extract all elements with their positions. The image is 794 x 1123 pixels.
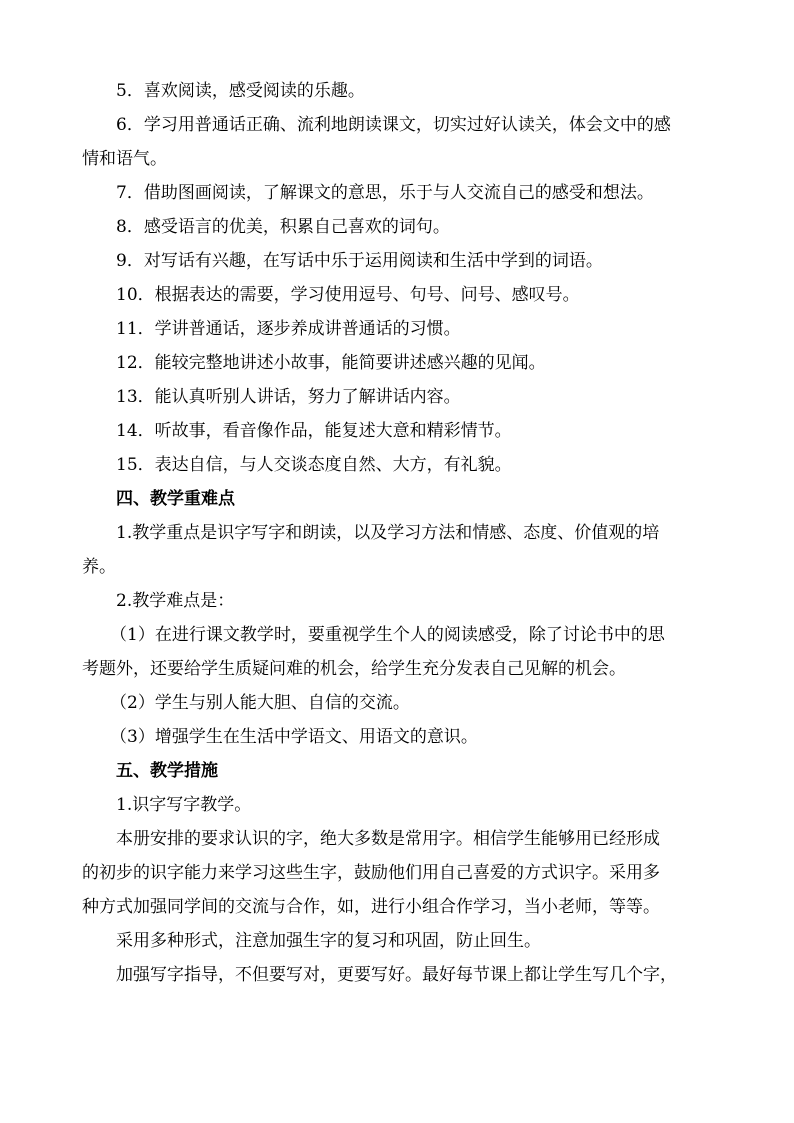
section-heading-teaching-measures: 五、教学措施: [116, 761, 218, 781]
measure-paragraph-2: 采用多种形式，注意加强生字的复习和巩固，防止回生。: [116, 931, 541, 951]
goal-item-15: 15．表达自信，与人交谈态度自然、大方，有礼貌。: [116, 455, 512, 475]
goal-item-6: 6．学习用普通话正确、流利地朗读课文，切实过好认读关，体会文中的感: [116, 115, 671, 135]
measure-paragraph-1: 本册安排的要求认识的字，绝大多数是常用字。相信学生能够用已经形成: [116, 829, 660, 849]
goal-item-12: 12．能较完整地讲述小故事，能简要讲述感兴趣的见闻。: [116, 353, 546, 373]
goal-item-5: 5．喜欢阅读，感受阅读的乐趣。: [116, 81, 365, 101]
goal-item-13: 13．能认真听别人讲话，努力了解讲话内容。: [116, 387, 461, 407]
section-heading-key-difficult-points: 四、教学重难点: [116, 489, 235, 509]
goal-item-14: 14．听故事，看音像作品，能复述大意和精彩情节。: [116, 421, 512, 441]
goal-item-6-continued: 情和语气。: [82, 149, 167, 169]
goal-item-9: 9．对写话有兴趣，在写话中乐于运用阅读和生活中学到的词语。: [116, 251, 603, 271]
difficult-point-1: （1）在进行课文教学时，要重视学生个人的阅读感受，除了讨论书中的思: [110, 625, 665, 645]
measure-paragraph-3: 加强写字指导，不但要写对，更要写好。最好每节课上都让学生写几个字，: [116, 965, 677, 985]
difficult-point-2: （2）学生与别人能大胆、自信的交流。: [110, 693, 410, 713]
difficult-point-3: （3）增强学生在生活中学语文、用语文的意识。: [110, 727, 478, 747]
measure-paragraph-1-line-3: 种方式加强同学间的交流与合作，如，进行小组合作学习，当小老师，等等。: [82, 897, 660, 917]
measure-paragraph-1-line-2: 的初步的识字能力来学习这些生字，鼓励他们用自己喜爱的方式识字。采用多: [82, 863, 660, 883]
key-point-paragraph-continued: 养。: [82, 557, 116, 577]
key-point-paragraph: 1.教学重点是识字写字和朗读，以及学习方法和情感、态度、价值观的培: [116, 523, 660, 543]
goal-item-7: 7．借助图画阅读，了解课文的意思，乐于与人交流自己的感受和想法。: [116, 183, 654, 203]
goal-item-10: 10．根据表达的需要，学习使用逗号、句号、问号、感叹号。: [116, 285, 580, 305]
document-page: [82, 74, 718, 992]
goal-item-8: 8．感受语言的优美，积累自己喜欢的词句。: [116, 217, 450, 237]
difficult-point-1-continued: 考题外，还要给学生质疑问难的机会，给学生充分发表自己见解的机会。: [82, 659, 626, 679]
measure-1-title: 1.识字写字教学。: [116, 795, 252, 815]
goal-item-11: 11．学讲普通话，逐步养成讲普通话的习惯。: [116, 319, 461, 339]
difficult-point-label: 2.教学难点是：: [116, 591, 235, 611]
